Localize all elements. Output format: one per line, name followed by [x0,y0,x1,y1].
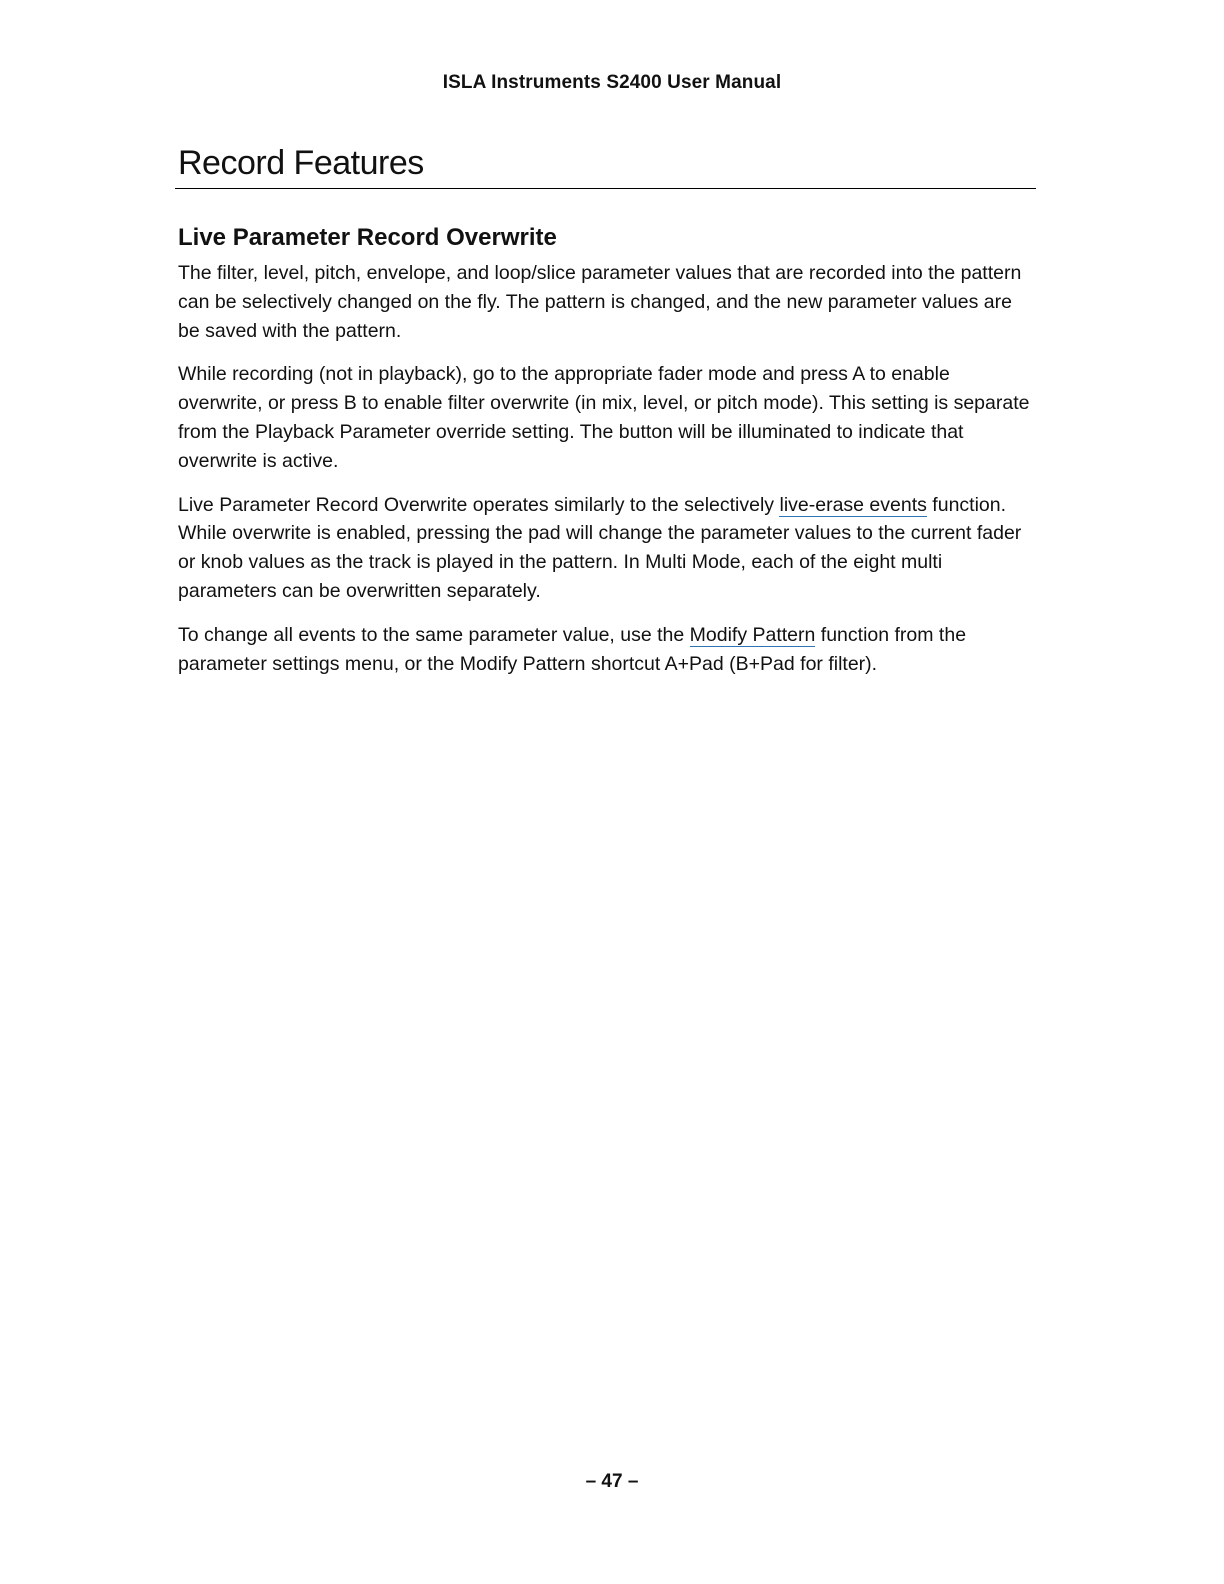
page-number: – 47 – [585,1471,639,1492]
paragraph-4-text-start: To change all events to the same parameter value, use the [178,623,690,646]
paragraph-4-text-end: function from the parameter settings menu, or the Modify Pattern shortcut A+Pad (B+Pad for filter). [178,623,967,675]
page-content [178,140,1038,693]
paragraph-3-text-start: Live Parameter Record Overwrite operates similarly to the selectively [178,493,780,516]
section-title: Live Parameter Record Overwrite [178,224,557,251]
chapter-divider [175,188,1036,189]
running-header: ISLA Instruments S2400 User Manual [442,72,782,93]
modify-pattern-link[interactable]: Modify Pattern [689,623,816,646]
paragraph-1: The filter, level, pitch, envelope, and loop/slice parameter values that are recorded into the pattern can be selectively changed on the fly. The pattern is changed, and the new parameter values are be saved with the pattern. [178,262,1022,342]
paragraph-3 [178,491,1038,606]
paragraph-4 [178,621,1038,679]
paragraph-3-text-end: function. While overwrite is enabled, pressing the pad will change the parameter values to the current fader or knob values as the track is played in the pattern. In Multi Mode, each of the eight multi parameters can be overwritten separately. [178,493,1022,602]
live-erase-events-link[interactable]: live-erase events [779,493,927,516]
chapter-title: Record Features [178,144,424,182]
paragraph-2: While recording (not in playback), go to the appropriate fader mode and press A to enable overwrite, or press B to enable filter overwrite (in mix, level, or pitch mode). This setting is separate from the Playback Parameter override setting. The button will be illuminated to indicate that overwrite is active. [178,363,1030,472]
